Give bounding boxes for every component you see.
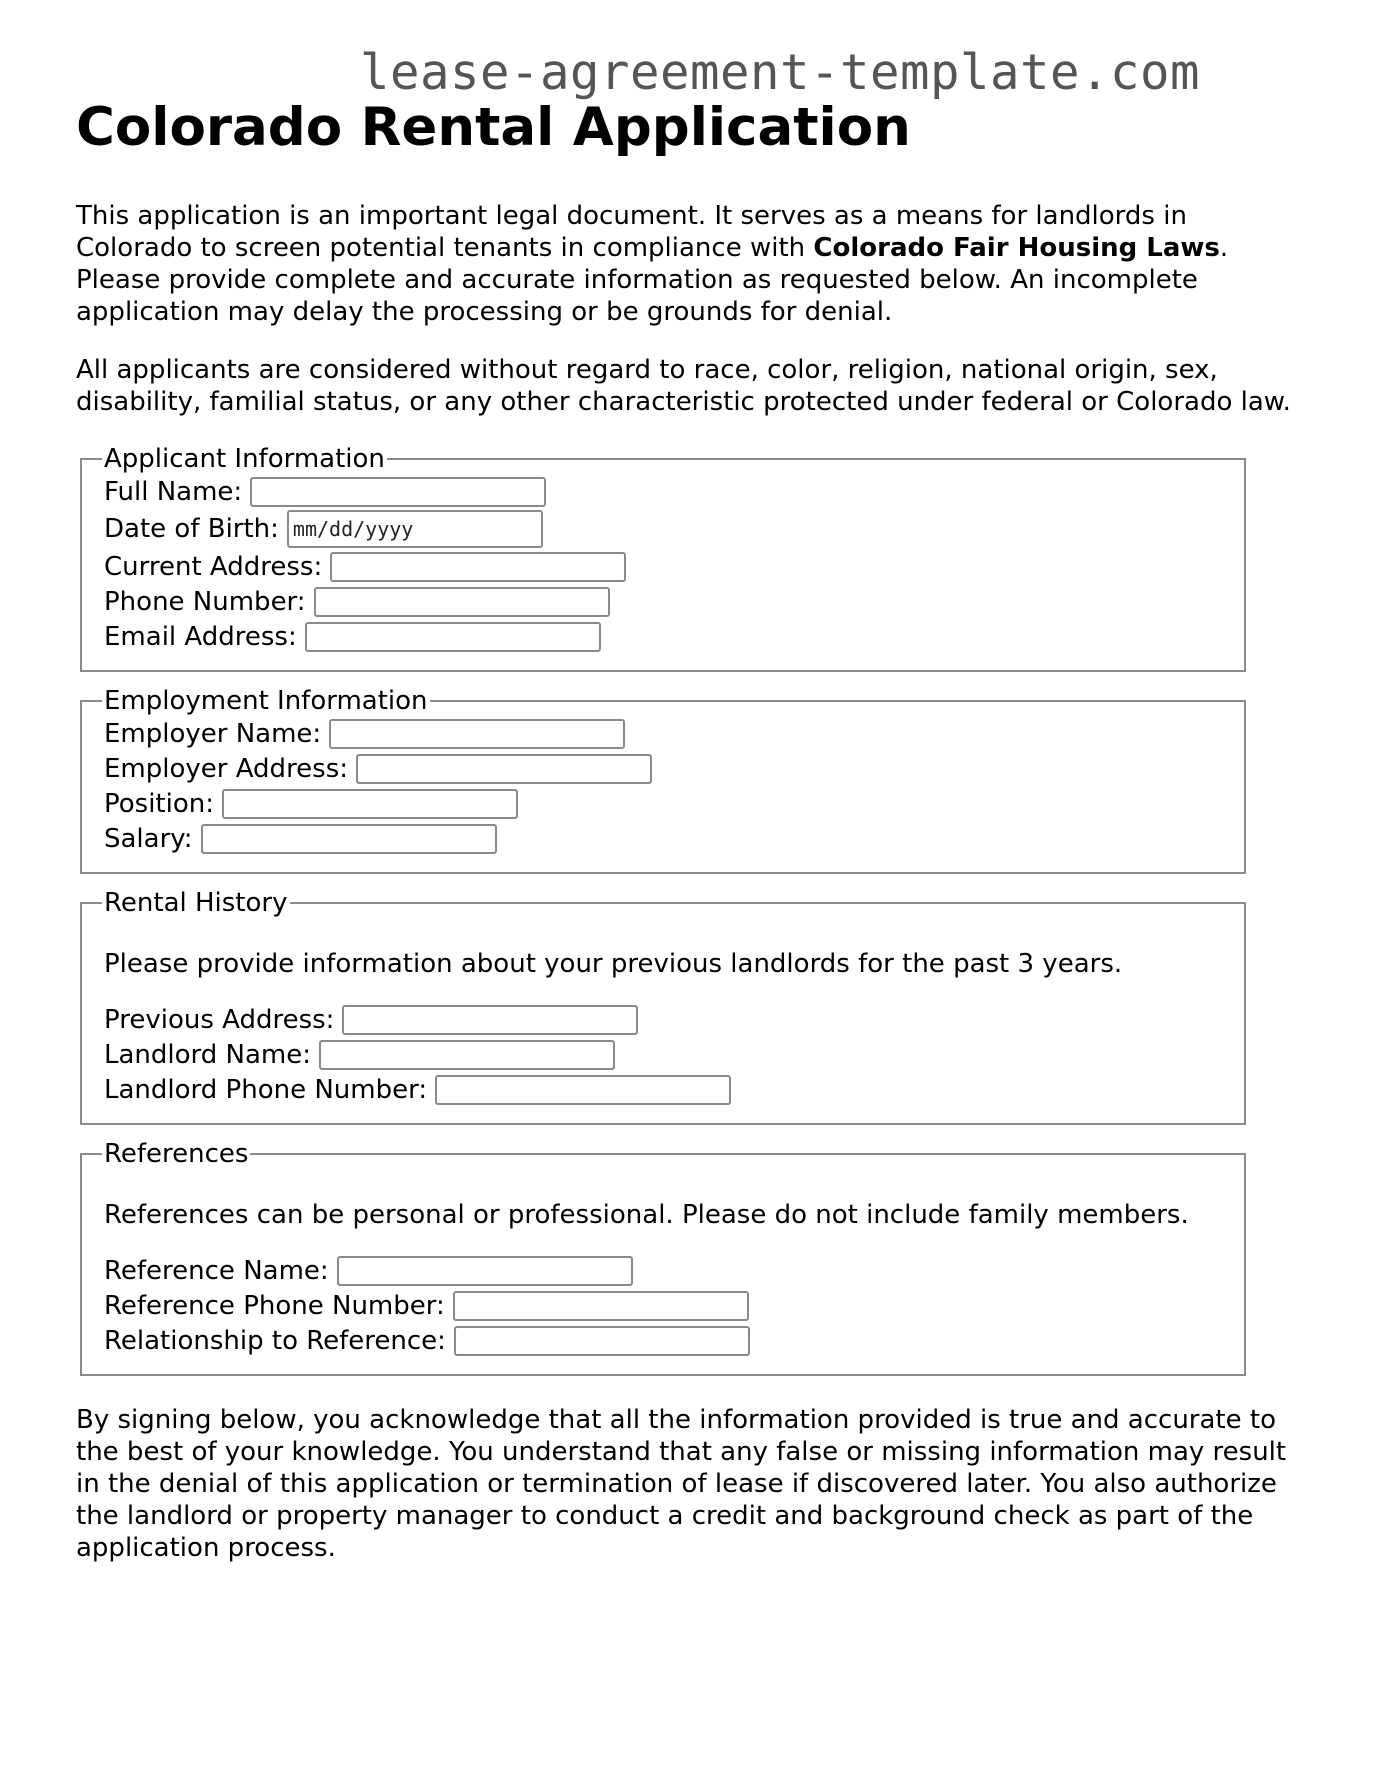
employer-address-row	[104, 751, 1220, 786]
watermark-text: lease-agreement-template.com	[360, 44, 1201, 101]
reference-phone-label: Reference Phone Number:	[104, 1290, 445, 1321]
applicant-information-legend: Applicant Information	[104, 444, 385, 474]
references-section	[80, 1139, 1246, 1376]
references-legend: References	[104, 1139, 249, 1169]
salary-label: Salary:	[104, 823, 193, 854]
current-address-row	[104, 549, 1220, 584]
previous-address-label: Previous Address:	[104, 1004, 335, 1035]
nondiscrimination-paragraph: All applicants are considered without regard to race, color, religion, national origin, sex, disability, familial status, or any other characteristic protected under federal or Colorado law.	[76, 355, 1291, 417]
reference-phone-input[interactable]	[453, 1291, 749, 1321]
position-label: Position:	[104, 788, 214, 819]
phone-number-input[interactable]	[314, 587, 610, 617]
employer-name-row	[104, 716, 1220, 751]
current-address-label: Current Address:	[104, 551, 323, 582]
intro-bold-text: Colorado Fair Housing Laws	[813, 233, 1220, 263]
landlord-phone-input[interactable]	[435, 1075, 731, 1105]
rental-history-legend: Rental History	[104, 888, 288, 918]
employer-address-input[interactable]	[356, 754, 652, 784]
landlord-name-row	[104, 1037, 1220, 1072]
phone-number-label: Phone Number:	[104, 586, 306, 617]
full-name-label: Full Name:	[104, 476, 243, 507]
full-name-input[interactable]	[250, 477, 546, 507]
email-address-input[interactable]	[305, 622, 601, 652]
references-note: References can be personal or professional. Please do not include family members.	[104, 1200, 1189, 1230]
rental-history-section	[80, 888, 1246, 1125]
relationship-label: Relationship to Reference:	[104, 1325, 446, 1356]
previous-address-input[interactable]	[342, 1005, 638, 1035]
rental-history-note: Please provide information about your previous landlords for the past 3 years.	[104, 949, 1123, 979]
landlord-name-input[interactable]	[319, 1040, 615, 1070]
position-row	[104, 786, 1220, 821]
employment-information-legend: Employment Information	[104, 686, 428, 716]
salary-row	[104, 821, 1220, 856]
employer-name-input[interactable]	[329, 719, 625, 749]
applicant-information-section	[80, 444, 1246, 672]
reference-name-input[interactable]	[337, 1256, 633, 1286]
reference-name-row	[104, 1253, 1220, 1288]
page-title: Colorado Rental Application	[76, 97, 911, 158]
document-body	[76, 96, 1296, 1564]
phone-number-row	[104, 584, 1220, 619]
date-of-birth-label: Date of Birth:	[104, 514, 279, 544]
closing-paragraph: By signing below, you acknowledge that all the information provided is true and accurate to the best of your knowledge. You understand that any false or missing information may result in the denial of this application or termination of lease if discovered later. You also authorize the landlord or property manager to conduct a credit and background check as part of the application process.	[76, 1405, 1287, 1563]
previous-address-row	[104, 1002, 1220, 1037]
reference-name-label: Reference Name:	[104, 1255, 329, 1286]
intro-text-2: . Please provide complete and accurate information as requested below. An incomplete application may delay the processing or be grounds for denial.	[76, 233, 1229, 327]
intro-text-1: This application is an important legal document. It serves as a means for landlords in Colorado to screen potential tenants in compliance with	[76, 201, 1187, 263]
landlord-name-label: Landlord Name:	[104, 1039, 311, 1070]
intro-paragraph	[76, 200, 1296, 328]
date-of-birth-row	[104, 509, 1220, 549]
salary-input[interactable]	[201, 824, 497, 854]
email-address-label: Email Address:	[104, 621, 297, 652]
employer-name-label: Employer Name:	[104, 718, 322, 749]
date-of-birth-input[interactable]	[287, 510, 543, 548]
email-address-row	[104, 619, 1220, 654]
employer-address-label: Employer Address:	[104, 753, 349, 784]
full-name-row	[104, 474, 1220, 509]
landlord-phone-label: Landlord Phone Number:	[104, 1074, 428, 1105]
landlord-phone-row	[104, 1072, 1220, 1107]
relationship-row	[104, 1323, 1220, 1358]
current-address-input[interactable]	[330, 552, 626, 582]
employment-information-section	[80, 686, 1246, 874]
relationship-input[interactable]	[454, 1326, 750, 1356]
position-input[interactable]	[222, 789, 518, 819]
reference-phone-row	[104, 1288, 1220, 1323]
